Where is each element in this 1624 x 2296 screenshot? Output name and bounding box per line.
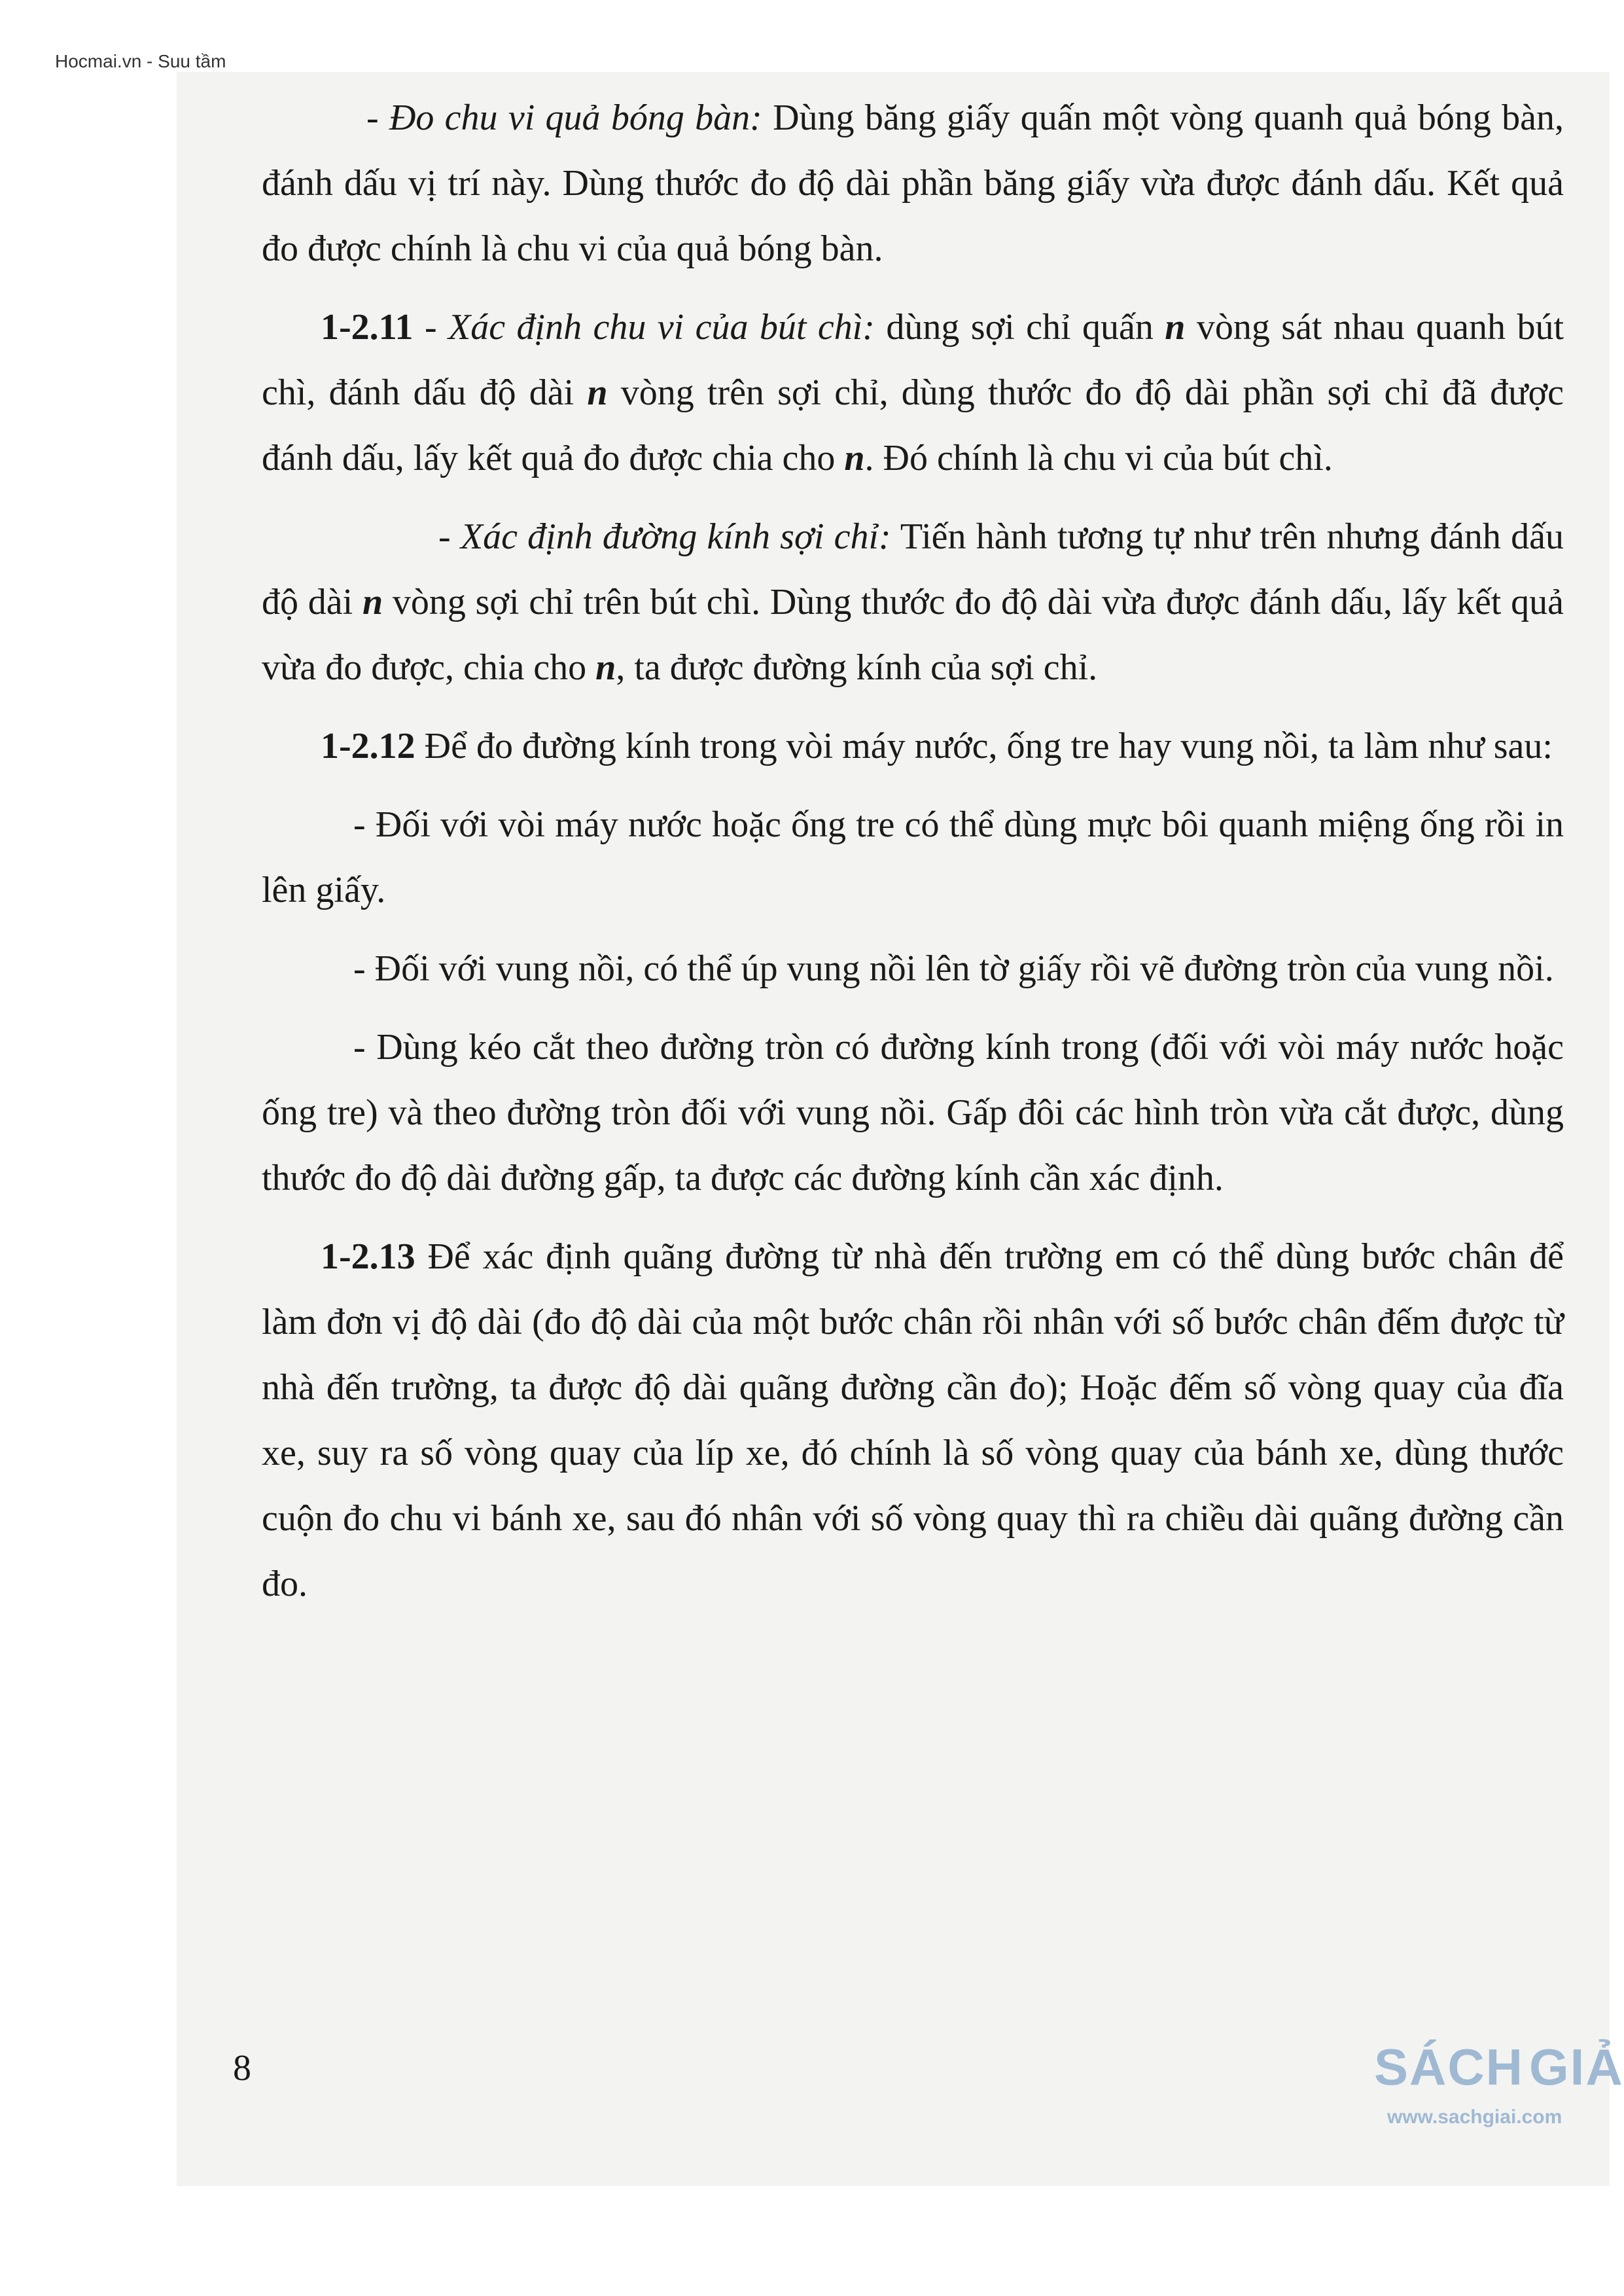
variable-n: n <box>362 582 383 622</box>
page-number: 8 <box>233 2048 251 2089</box>
watermark <box>1374 2036 1624 2128</box>
paragraph-lead: - Đo chu vi quả bóng bàn: <box>366 98 762 138</box>
variable-n: n <box>844 438 865 478</box>
paragraph-text: Để đo đường kính trong vòi máy nước, ống tre hay vung nồi, ta làm như sau: <box>415 726 1553 766</box>
exercise-number: 1-2.12 <box>321 726 415 766</box>
watermark-logo <box>1374 2036 1624 2098</box>
source-note: Hocmai.vn - Suu tầm <box>55 51 226 71</box>
paragraph-ping-pong-circumference <box>262 85 1564 281</box>
paragraph-text: Để xác định quãng đường từ nhà đến trường em có thể dùng bước chân để làm đơn vị độ dài (đo độ dài của một bước chân rồi nhân với số bước chân đếm được từ nhà đến trường, ta được độ dài quãng đường cần đo); Hoặc đếm số vòng quay của đĩa xe, suy ra số vòng quay của líp xe, đó chính là số vòng quay của bánh xe, dùng thước cuộn đo chu vi bánh xe, sau đó nhân với số vòng quay thì ra chiều dài quãng đường cần đo. <box>262 1236 1564 1604</box>
variable-n: n <box>1165 307 1186 348</box>
watermark-url: www.sachgiai.com <box>1387 2106 1562 2128</box>
paragraph-text: dùng sợi chỉ quấn <box>874 307 1165 348</box>
paragraph-text: - Đối với vung nồi, có thể úp vung nồi lên tờ giấy rồi vẽ đường tròn của vung nồi. <box>353 948 1554 989</box>
paragraph-text: Dùng băng giấy quấn một vòng quanh quả bóng bàn, đánh dấu vị trí này. Dùng thước đo độ dài phần băng giấy vừa được đánh dấu. Kết quả đo được chính là chu vi của quả bóng bàn. <box>262 98 1564 269</box>
watermark-brand-left: SÁCH <box>1374 2037 1525 2096</box>
paragraph-text: - Đối với vòi máy nước hoặc ống tre có thể dùng mực bôi quanh miệng ống rồi in lên giấy. <box>262 804 1564 910</box>
paragraph-text: . Đó chính là chu vi của bút chì. <box>864 438 1333 478</box>
paragraph-text: vòng sợi chỉ trên bút chì. Dùng thước đo độ dài vừa được đánh dấu, lấy kết quả vừa đo được, chia cho <box>262 582 1564 688</box>
list-item-cut-circles <box>262 1014 1564 1211</box>
paragraph-lead: - Xác định đường kính sợi chỉ: <box>438 516 891 557</box>
paragraph-thread-diameter <box>262 504 1564 700</box>
exercise-1-2-12 <box>262 713 1564 779</box>
paragraph-lead: - Xác định chu vi của bút chì: <box>413 307 875 348</box>
paragraph-text: - Dùng kéo cắt theo đường tròn có đường kính trong (đối với vòi máy nước hoặc ống tre) và theo đường tròn đối với vung nồi. Gấp đôi các hình tròn vừa cắt được, dùng thước đo độ dài đường gấp, ta được các đường kính cần xác định. <box>262 1027 1564 1198</box>
watermark-brand-right: GIẢ <box>1529 2037 1624 2096</box>
variable-n: n <box>587 372 608 413</box>
exercise-number: 1-2.11 <box>321 307 414 348</box>
paragraph-text: Tiến hành tương tự như trên nhưng đánh dấu độ dài <box>262 516 1564 622</box>
exercise-1-2-13 <box>262 1224 1564 1617</box>
page-body <box>262 85 1564 1617</box>
exercise-1-2-11 <box>262 295 1564 491</box>
scanned-page <box>177 72 1624 2186</box>
paragraph-text: vòng sát nhau quanh bút chì, đánh dấu độ dài <box>262 307 1564 413</box>
variable-n: n <box>595 647 616 688</box>
exercise-number: 1-2.13 <box>321 1236 415 1277</box>
list-item-pot-lid <box>262 936 1564 1001</box>
paragraph-text: vòng trên sợi chỉ, dùng thước đo độ dài phần sợi chỉ đã được đánh dấu, lấy kết quả đo được chia cho <box>262 372 1564 478</box>
paragraph-text: , ta được đường kính của sợi chỉ. <box>616 647 1098 688</box>
list-item-water-tap <box>262 792 1564 923</box>
